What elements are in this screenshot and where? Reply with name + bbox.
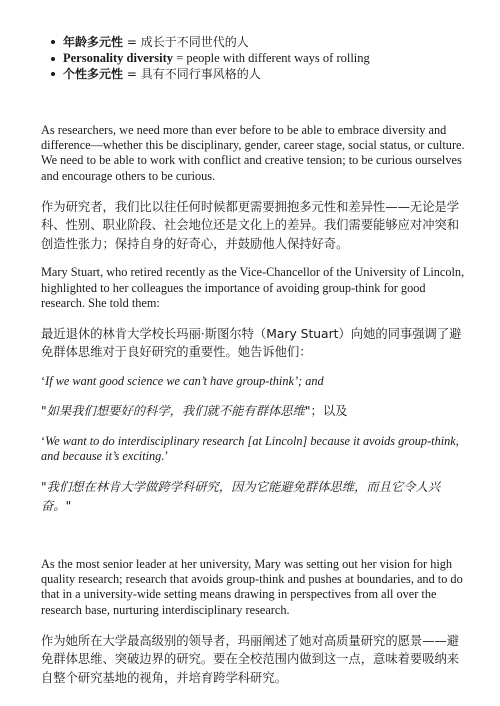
quote-en: [41, 434, 466, 464]
paragraph-zh: 作为研究者，我们比以往任何时候都更需要拥抱多元性和差异性——无论是学科、性别、职业阶段、社会地位还是文化上的差异。我们需要能够应对冲突和创造性张力；保持自身的好奇心，并鼓励他人保持好奇。: [41, 199, 460, 251]
quote-open-mark: ": [41, 404, 47, 419]
paragraph-en: Mary Stuart, who retired recently as the Vice-Chancellor of the University of Lincoln, highlighted to her colleagues the importance of avoiding group-think for good research. She told them:: [41, 265, 465, 310]
paragraph-zh: 最近退休的林肯大学校长玛丽·斯图尔特（Mary Stuart）向她的同事强调了避免群体思维对于良好研究的重要性。她告诉他们：: [41, 326, 462, 360]
paragraph-en: As researchers, we need more than ever before to be able to embrace diversity and difference—whether this be disciplinary, gender, career stage, social status, or culture. We need to be able to work with conflict and creative tension; to be curious ourselves and encourage others to be curious.: [41, 123, 465, 183]
quote-text: We want to do interdisciplinary research [at Lincoln] because it avoids group-think, and because it’s exciting.: [41, 433, 459, 463]
list-item: [51, 51, 466, 66]
quote-zh: [41, 402, 466, 421]
quote-text: 我们想在林肯大学做跨学科研究，因为它能避免群体思维，而且它令人兴奋。: [41, 480, 441, 513]
quote-close-mark: ": [65, 498, 72, 513]
quote-text: 如果我们想要好的科学，我们就不能有群体思维: [46, 404, 305, 419]
quote-zh: [41, 478, 466, 515]
list-item-term: 年龄多元性: [63, 35, 124, 49]
quote-open-mark: ‘: [41, 373, 46, 388]
quote-close-mark: ’: [164, 448, 169, 463]
list-item-description: 具有不同行事风格的人: [140, 67, 261, 81]
list-item-separator: =: [123, 67, 141, 81]
list-item-term: 个性多元性: [63, 67, 124, 81]
list-item-separator: =: [173, 51, 187, 65]
quote-open-mark: ‘: [41, 433, 46, 448]
list-item: [51, 66, 466, 83]
list-item-description: people with different ways of rolling: [186, 51, 370, 65]
list-item: [51, 34, 466, 51]
list-item-separator: =: [123, 35, 141, 49]
list-item-description: 成长于不同世代的人: [140, 35, 249, 49]
quote-en: [41, 374, 466, 389]
quote-text: If we want good science we can’t have group-think’; and: [45, 373, 324, 388]
paragraph-zh: 作为她所在大学最高级别的领导者，玛丽阐述了她对高质量研究的愿景——避免群体思维、突破边界的研究。要在全校范围内做到这一点，意味着要吸纳来自整个研究基地的视角，并培育跨学科研究。: [41, 633, 460, 685]
paragraph-en: As the most senior leader at her university, Mary was setting out her vision for high quality research; research that avoids group-think and pushes at boundaries, and to do that in a university-wide setting means drawing in perspectives from all over the research base, nurturing interdisciplinary research.: [41, 557, 463, 617]
list-item-term: Personality diversity: [63, 51, 174, 65]
diversity-list: [51, 34, 466, 83]
quote-open-mark: ": [41, 480, 47, 495]
quote-close-mark: "；以及: [304, 404, 348, 419]
